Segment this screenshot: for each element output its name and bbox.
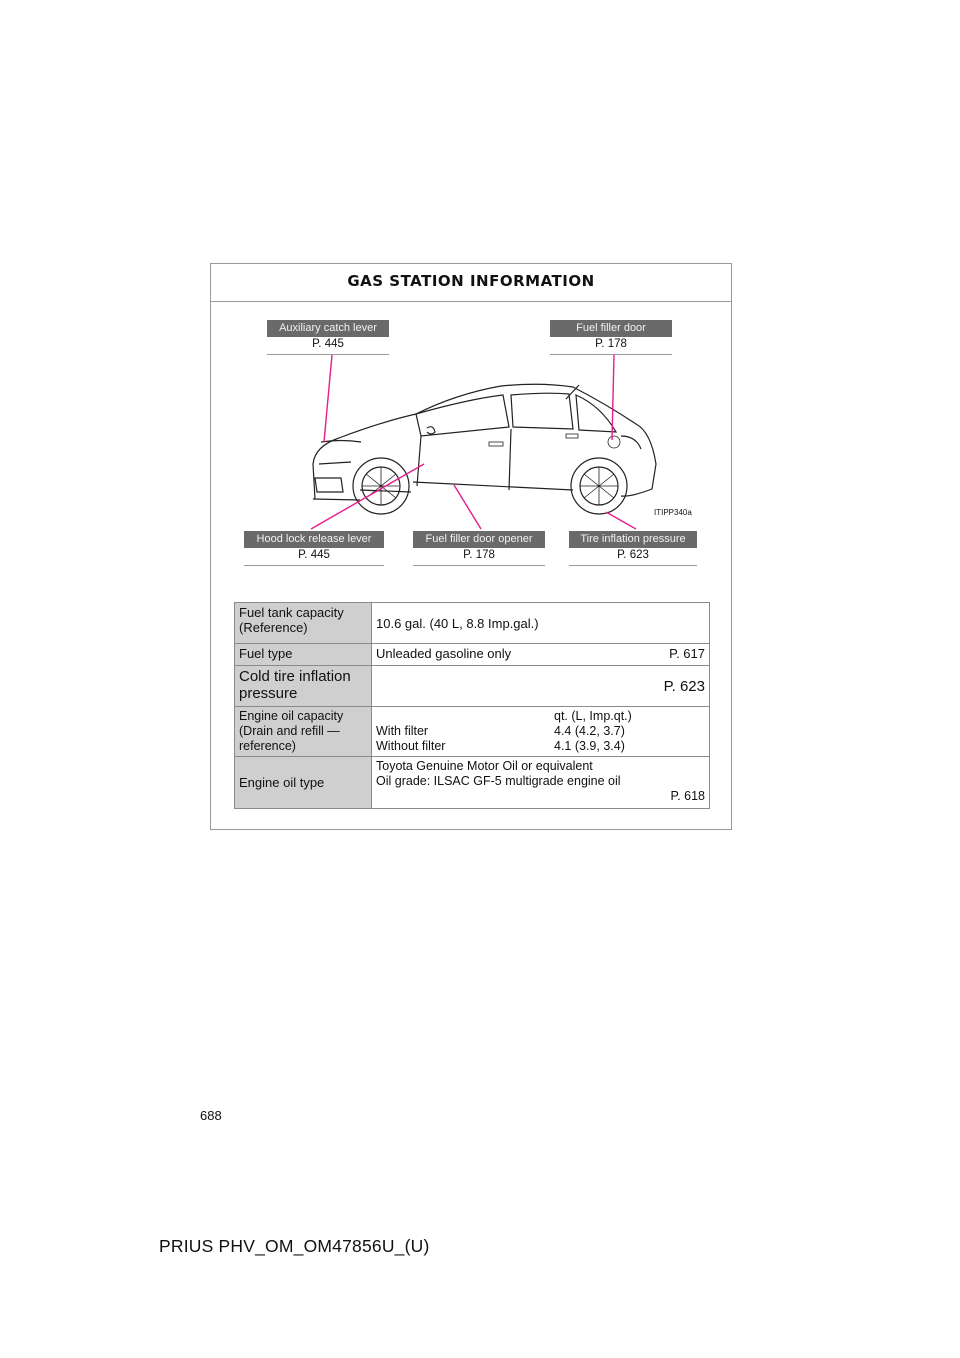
- callout-label: Auxiliary catch lever: [267, 320, 389, 337]
- page-number: 688: [200, 1108, 222, 1123]
- row-header: Engine oil type: [235, 757, 372, 809]
- row-value: Unleaded gasoline only P. 617: [372, 644, 710, 666]
- table-row: [235, 603, 710, 644]
- row-header: Engine oil capacity (Drain and refill — reference): [235, 707, 372, 757]
- callout-aux-catch: [267, 320, 389, 355]
- callout-page: P. 178: [550, 337, 672, 355]
- row-header: Fuel type: [235, 644, 372, 666]
- info-table: [234, 602, 710, 809]
- row-value: qt. (L, Imp.qt.) With filter 4.4 (4.2, 3.7) Without filter 4.1 (3.9, 3.4): [372, 707, 710, 757]
- table-row: [235, 666, 710, 707]
- callout-label: Fuel filler door opener: [413, 531, 545, 548]
- table-row: [235, 757, 710, 809]
- panel-title: GAS STATION INFORMATION: [211, 264, 731, 302]
- footer-doc-code: PRIUS PHV_OM_OM47856U_(U): [159, 1236, 430, 1256]
- callout-label: Tire inflation pressure: [569, 531, 697, 548]
- callout-fuel-door: [550, 320, 672, 355]
- callout-fuel-opener: [413, 531, 545, 566]
- image-code: ITIPP340a: [654, 508, 692, 517]
- callout-page: P. 445: [267, 337, 389, 355]
- callout-page: P. 178: [413, 548, 545, 566]
- row-header: Fuel tank capacity (Reference): [235, 603, 372, 644]
- row-value: Toyota Genuine Motor Oil or equivalent Oil grade: ILSAC GF-5 multigrade engine oil P. 618: [372, 757, 710, 809]
- row-header: Cold tire inflation pressure: [235, 666, 372, 707]
- row-value: 10.6 gal. (40 L, 8.8 Imp.gal.): [372, 603, 710, 644]
- table-row: [235, 707, 710, 757]
- callout-hood-lock: [244, 531, 384, 566]
- table-row: [235, 644, 710, 666]
- row-value: P. 623: [372, 666, 710, 707]
- callout-page: P. 445: [244, 548, 384, 566]
- callout-tire-pressure: [569, 531, 697, 566]
- callout-label: Fuel filler door: [550, 320, 672, 337]
- gas-station-info-panel: [210, 263, 732, 830]
- callout-label: Hood lock release lever: [244, 531, 384, 548]
- callout-page: P. 623: [569, 548, 697, 566]
